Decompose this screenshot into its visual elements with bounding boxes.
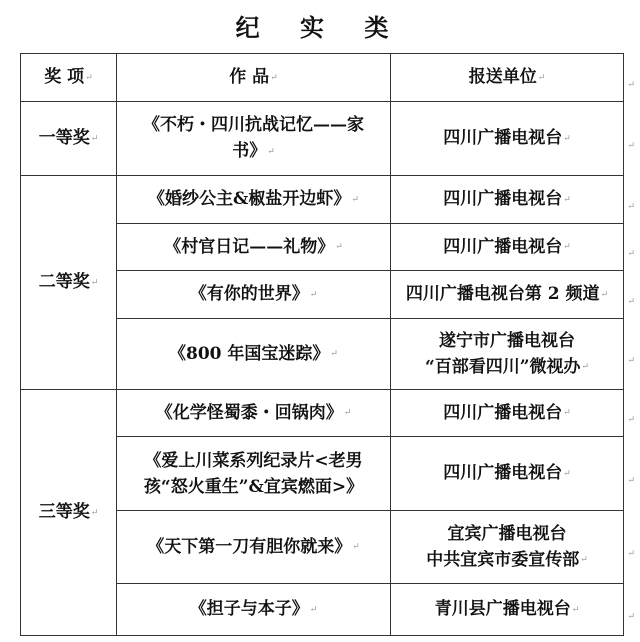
work-title: 《爱上川菜系列纪录片<老男 孩“怒火重生”&宜宾燃面>》 [117, 437, 391, 511]
submitting-org: 四川广播电视台↵ ↵ [391, 224, 624, 271]
header-org: 报送单位↵ ↵ [391, 54, 624, 102]
work-title: 《化学怪蜀黍・回锅肉》↵ [117, 390, 391, 437]
page-title: 纪 实 类 [235, 13, 405, 42]
table-row [21, 176, 624, 224]
award-level-second: 二等奖↵ [21, 176, 117, 390]
submitting-org: 宜宾广播电视台 中共宜宾市委宣传部↵ ↵ [391, 511, 624, 584]
submitting-org: 四川广播电视台↵ ↵ [391, 390, 624, 437]
award-level-first: 一等奖↵ [21, 102, 117, 176]
submitting-org: 青川县广播电视台↵ ↵ [391, 584, 624, 636]
awards-table [20, 53, 635, 636]
work-title: 《天下第一刀有胆你就来》↵ [117, 511, 391, 584]
work-title: 《有你的世界》↵ [117, 271, 391, 319]
work-title: 《村官日记——礼物》↵ [117, 224, 391, 271]
submitting-org: 四川广播电视台↵ ↵ [391, 102, 624, 176]
table-row [21, 102, 624, 176]
work-title: 《800 年国宝迷踪》↵ [117, 319, 391, 390]
work-title: 《不朽・四川抗战记忆——家 书》↵ [117, 102, 391, 176]
table-row [21, 390, 624, 437]
award-level-third: 三等奖↵ [21, 390, 117, 636]
work-title: 《婚纱公主&椒盐开边虾》↵ [117, 176, 391, 224]
header-work: 作 品↵ [117, 54, 391, 102]
work-title: 《担子与本子》↵ [117, 584, 391, 636]
submitting-org: 四川广播电视台↵ ↵ [391, 437, 624, 511]
table-header-row [21, 54, 624, 102]
header-level: 奖 项↵ [21, 54, 117, 102]
submitting-org: 四川广播电视台第 2 频道↵ ↵ [391, 271, 624, 319]
submitting-org: 遂宁市广播电视台 “百部看四川”微视办↵ ↵ [391, 319, 624, 390]
submitting-org: 四川广播电视台↵ ↵ [391, 176, 624, 224]
